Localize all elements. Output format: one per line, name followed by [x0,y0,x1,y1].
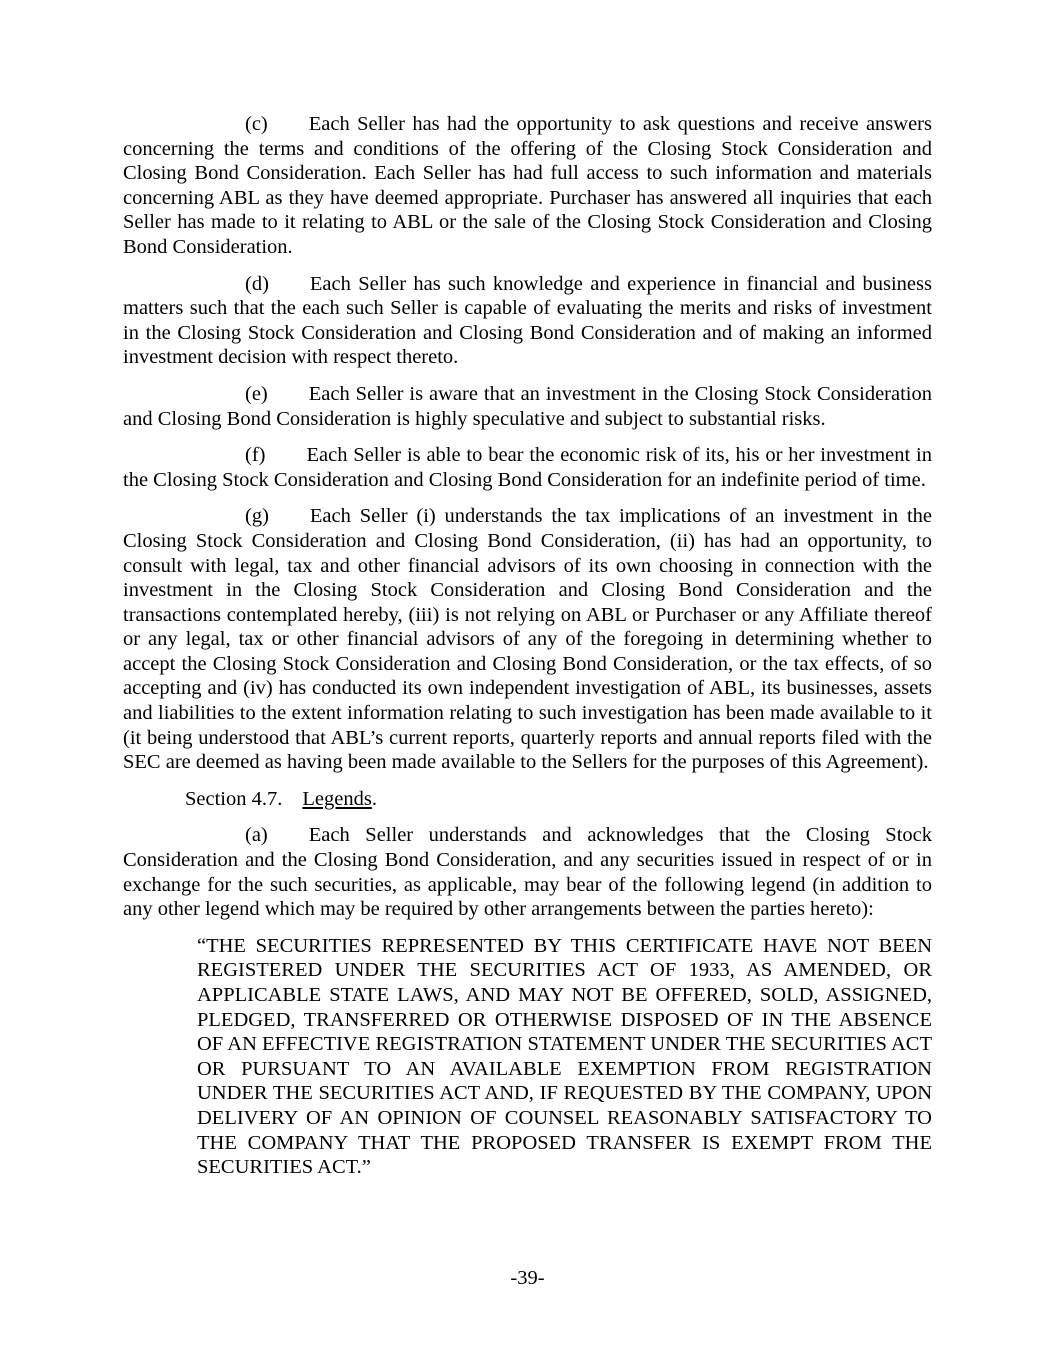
securities-legend-blockquote [197,934,932,1180]
section-title: Legends [302,787,372,810]
paragraph-e-text: Each Seller is aware that an investment in the Closing Stock Consideration and Closing Bond Consideration is highly speculative and subject to substantial risks. [123,382,932,430]
paragraph-a-text: Each Seller understands and acknowledges that the Closing Stock Consideration and the Closing Bond Consideration, and any securities issued in respect of or in exchange for the such securities, as applicable, may bear of the following legend (in addition to any other legend which may be required by other arrangements between the parties hereto): [123,824,932,921]
section-heading [123,787,932,812]
paragraph-c-label: (c) [245,113,268,135]
paragraph-g-label: (g) [245,505,269,528]
paragraph-f-text: Each Seller is able to bear the economic risk of its, his or her investment in the Closing Stock Consideration and Closing Bond Consideration for an indefinite period of time. [123,444,932,491]
paragraph-g-text: Each Seller (i) understands the tax implications of an investment in the Closing Stock Consideration and Closing Bond Consideration, (ii) has had an opportunity, to consult with legal, tax and other financial advisors of its own choosing in connection with the investment in the Closing Stock Consideration and Closing Bond Consideration and the transactions contemplated hereby, (iii) is not relying on ABL or Purchaser or any Affiliate thereof or any legal, tax or other financial advisors of any of the foregoing in determining whether to accept the Closing Stock Consideration and Closing Bond Consideration, or the tax effects, of so accepting and (iv) has conducted its own independent investigation of ABL, its businesses, assets and liabilities to the extent information relating to such investigation has been made available to it (it being understood that ABL’s current reports, quarterly reports and annual reports filed with the SEC are deemed as having been made available to the Sellers for the purposes of this Agreement). [123,505,932,774]
paragraph-c [123,112,932,260]
paragraph-e-label: (e) [245,382,268,405]
paragraph-d-label: (d) [245,272,269,295]
section-title-period: . [371,787,377,810]
paragraph-c-text: Each Seller has had the opportunity to ask questions and receive answers concerning the terms and conditions of the offering of the Closing Stock Consideration and Closing Bond Consideration. Each Seller has had full access to such information and materials concerning ABL as they have deemed appropriate. Purchaser has answered all inquiries that each Seller has made to it relating to ABL or the sale of the Closing Stock Consideration and Closing Bond Consideration. [123,113,932,258]
paragraph-a [123,823,932,921]
securities-legend-text: “THE SECURITIES REPRESENTED BY THIS CERTIFICATE HAVE NOT BEEN REGISTERED UNDER THE SECURITIES ACT OF 1933, AS AMENDED, OR APPLICABLE STATE LAWS, AND MAY NOT BE OFFERED, SOLD, ASSIGNED, PLEDGED, TRANSFERRED OR OTHERWISE DISPOSED OF IN THE ABSENCE OF AN EFFECTIVE REGISTRATION STATEMENT UNDER THE SECURITIES ACT OR PURSUANT TO AN AVAILABLE EXEMPTION FROM REGISTRATION UNDER THE SECURITIES ACT AND, IF REQUESTED BY THE COMPANY, UPON DELIVERY OF AN OPINION OF COUNSEL REASONABLY SATISFACTORY TO THE COMPANY THAT THE PROPOSED TRANSFER IS EXEMPT FROM THE SECURITIES ACT.” [197,934,932,1179]
paragraph-d [123,272,932,370]
paragraph-g [123,504,932,775]
paragraph-d-text: Each Seller has such knowledge and experience in financial and business matters such that the each such Seller is capable of evaluating the merits and risks of investment in the Closing Stock Consideration and Closing Bond Consideration and of making an informed investment decision with respect thereto. [123,272,932,369]
paragraph-e [123,382,932,431]
document-content [123,112,932,1192]
section-number: Section 4.7. [185,787,283,810]
paragraph-f [123,443,932,492]
paragraph-f-label: (f) [245,444,266,467]
paragraph-a-label: (a) [245,824,268,847]
page-number: -39- [510,1267,545,1289]
